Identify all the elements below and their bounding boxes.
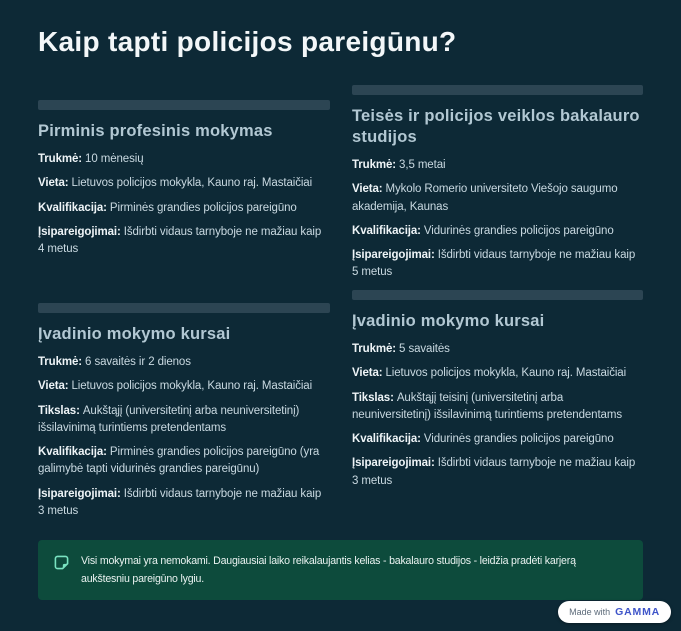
- field-trukme: [352, 157, 643, 174]
- field-value: Išdirbti vidaus tarnyboje ne mažiau kaip 3 metus: [352, 457, 636, 487]
- card-pirminis-mokymas: [38, 100, 330, 265]
- field-trukme: [38, 354, 330, 371]
- field-label: Trukmė:: [38, 356, 83, 369]
- field-value: Aukštąjį (universitetinį arba neuniversitetinį) išsilavinimą turintiems pretendentams: [38, 404, 300, 434]
- card-divider: [352, 290, 643, 300]
- field-label: Kvalifikacija:: [352, 433, 421, 446]
- card-divider: [38, 100, 330, 110]
- field-value: 5 savaitės: [399, 343, 450, 356]
- field-kvalifikacija: [352, 223, 643, 240]
- callout-text: Visi mokymai yra nemokami. Daugiausiai laiko reikalaujantis kelias - bakalauro studijos - leidžia pradėti karjerą aukštesniu pareigūno lygiu.: [81, 555, 576, 585]
- made-with-label: Made with: [569, 607, 611, 617]
- page-title: Kaip tapti policijos pareigūnu?: [38, 26, 457, 57]
- field-label: Trukmė:: [38, 153, 83, 166]
- card-ivadinio-kursai-2: [352, 290, 643, 497]
- card-divider: [352, 85, 643, 95]
- field-isipareigojimai: [38, 486, 330, 521]
- field-label: Kvalifikacija:: [38, 201, 107, 214]
- card-title: Įvadinio mokymo kursai: [352, 312, 545, 330]
- card-divider: [38, 303, 330, 313]
- note-icon: [54, 555, 69, 575]
- field-label: Vieta:: [38, 177, 69, 190]
- callout-note: [38, 540, 643, 600]
- field-label: Tikslas:: [38, 404, 80, 417]
- field-label: Įsipareigojimai:: [38, 487, 121, 500]
- field-isipareigojimai: [38, 224, 330, 259]
- field-vieta: [38, 378, 330, 395]
- card-title: Pirminis profesinis mokymas: [38, 122, 273, 140]
- field-label: Trukmė:: [352, 159, 397, 172]
- field-label: Trukmė:: [352, 343, 397, 356]
- field-label: Vieta:: [352, 183, 383, 196]
- card-title: Įvadinio mokymo kursai: [38, 325, 231, 343]
- field-tikslas: [38, 403, 330, 438]
- field-value: 6 savaitės ir 2 dienos: [85, 356, 191, 369]
- field-label: Vieta:: [352, 367, 383, 380]
- field-value: Išdirbti vidaus tarnyboje ne mažiau kaip 3 metus: [38, 487, 322, 517]
- field-kvalifikacija: [352, 431, 643, 448]
- card-bakalauro-studijos: [352, 85, 643, 289]
- field-vieta: [352, 365, 643, 382]
- field-vieta: [38, 175, 330, 192]
- field-label: Įsipareigojimai:: [38, 225, 121, 238]
- card-title: Teisės ir policijos veiklos bakalauro studijos: [352, 107, 640, 147]
- field-value: Išdirbti vidaus tarnyboje ne mažiau kaip 5 metus: [352, 249, 636, 279]
- field-value: Išdirbti vidaus tarnyboje ne mažiau kaip 4 metus: [38, 225, 322, 256]
- field-value: Pirminės grandies policijos pareigūno: [109, 201, 297, 214]
- field-value: 3,5 metai: [399, 159, 446, 172]
- field-kvalifikacija: [38, 444, 330, 479]
- field-label: Kvalifikacija:: [352, 224, 421, 237]
- field-isipareigojimai: [352, 247, 643, 282]
- made-with-gamma-badge[interactable]: [558, 601, 671, 623]
- field-label: Įsipareigojimai:: [352, 457, 435, 470]
- field-label: Vieta:: [38, 380, 69, 393]
- field-tikslas: [352, 390, 643, 425]
- field-label: Įsipareigojimai:: [352, 249, 435, 262]
- field-value: Mykolo Romerio universiteto Viešojo saugumo akademija, Kaunas: [352, 183, 618, 213]
- field-trukme: [352, 341, 643, 358]
- field-value: Lietuvos policijos mokykla, Kauno raj. Mastaičiai: [385, 367, 627, 380]
- card-ivadinio-kursai-1: [38, 303, 330, 527]
- field-vieta: [352, 181, 643, 216]
- field-value: Vidurinės grandies policijos pareigūno: [423, 224, 614, 237]
- field-kvalifikacija: [38, 200, 330, 217]
- field-isipareigojimai: [352, 455, 643, 490]
- field-trukme: [38, 151, 330, 168]
- field-value: Lietuvos policijos mokykla, Kauno raj. Mastaičiai: [71, 380, 313, 393]
- field-label: Tikslas:: [352, 391, 394, 404]
- field-value: Lietuvos policijos mokykla, Kauno raj. Mastaičiai: [71, 177, 313, 190]
- field-value: 10 mėnesių: [85, 153, 144, 166]
- field-label: Kvalifikacija:: [38, 446, 107, 459]
- field-value: Aukštąjį teisinį (universitetinį arba neuniversitetinį) išsilavinimą turintiems pretendentams: [352, 391, 622, 421]
- gamma-logo: GAMMA: [615, 606, 660, 618]
- field-value: Vidurinės grandies policijos pareigūno: [423, 433, 614, 446]
- field-value: Pirminės grandies policijos pareigūno (yra galimybė tapti vidurinės grandies pareigūnu): [38, 446, 320, 476]
